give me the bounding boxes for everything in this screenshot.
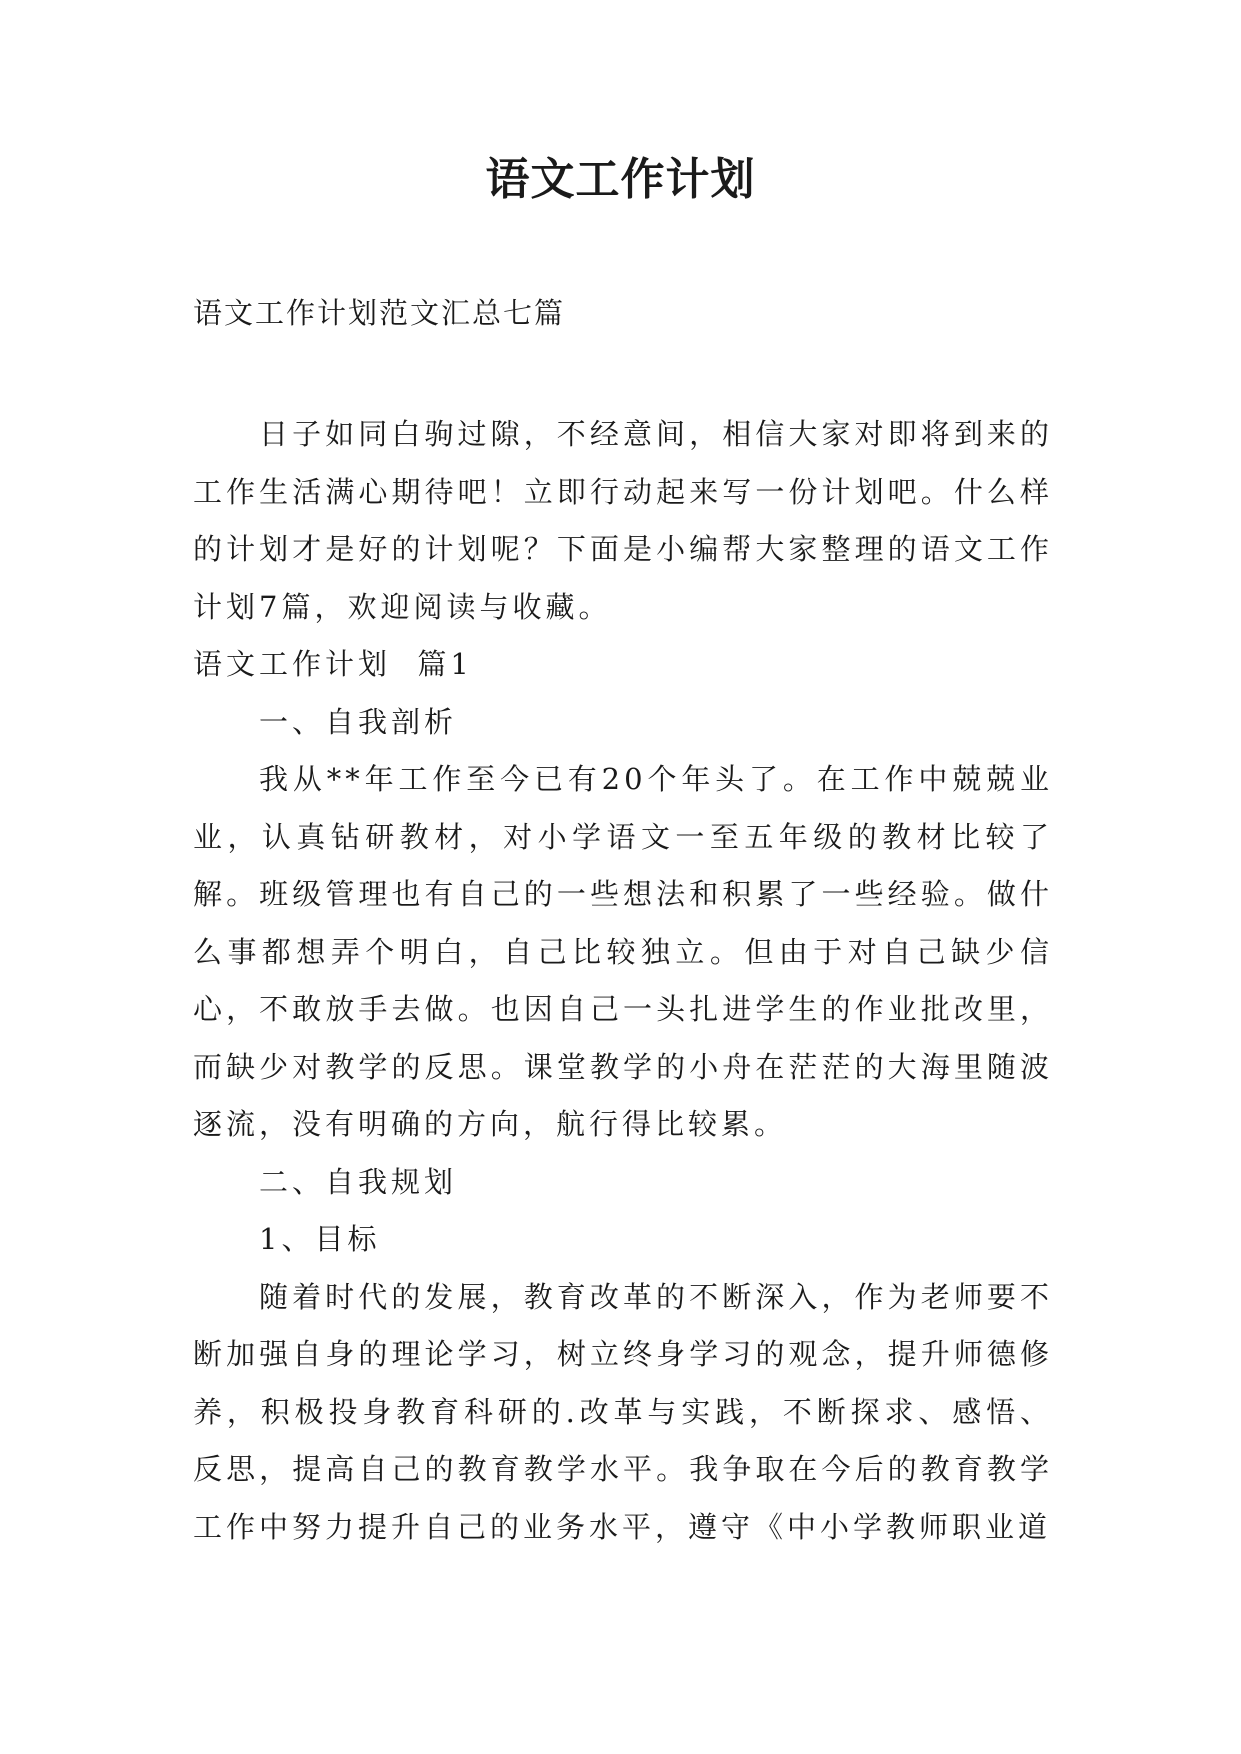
self-analysis-paragraph: 我从**年工作至今已有20个年头了。在工作中兢兢业业，认真钻研教材，对小学语文一至五年级的教材比较了解。班级管理也有自己的一些想法和积累了一些经验。做什么事都想弄个明白，自己比较独立。但由于对自己缺少信心，不敢放手去做。也因自己一头扎进学生的作业批改里，而缺少对教学的反思。课堂教学的小舟在茫茫的大海里随波逐流，没有明确的方向，航行得比较累。 (193, 762, 1053, 1141)
section-heading-self-planning: 二、自我规划 (259, 1164, 458, 1199)
section-heading-self-analysis: 一、自我剖析 (259, 704, 458, 739)
document-subtitle: 语文工作计划范文汇总七篇 (193, 296, 566, 330)
subheading-goal: 1、目标 (259, 1222, 381, 1256)
intro-paragraph: 日子如同白驹过隙，不经意间，相信大家对即将到来的工作生活满心期待吧！立即行动起来写一份计划吧。什么样的计划才是好的计划呢？下面是小编帮大家整理的语文工作计划7篇，欢迎阅读与收藏。 (193, 417, 1053, 624)
goal-paragraph: 随着时代的发展，教育改革的不断深入，作为老师要不断加强自身的理论学习，树立终身学习的观念，提升师德修养，积极投身教育科研的.改革与实践，不断探求、感悟、反思，提高自己的教育教学水平。我争取在今后的教育教学工作中努力提升自己的业务水平，遵守《中小学教师职业道 (193, 1279, 1053, 1544)
section-title: 语文工作计划 篇1 (193, 647, 473, 681)
spacer (193, 342, 1053, 406)
document-body (193, 284, 1053, 1556)
document-title: 语文工作计划 (485, 154, 756, 205)
